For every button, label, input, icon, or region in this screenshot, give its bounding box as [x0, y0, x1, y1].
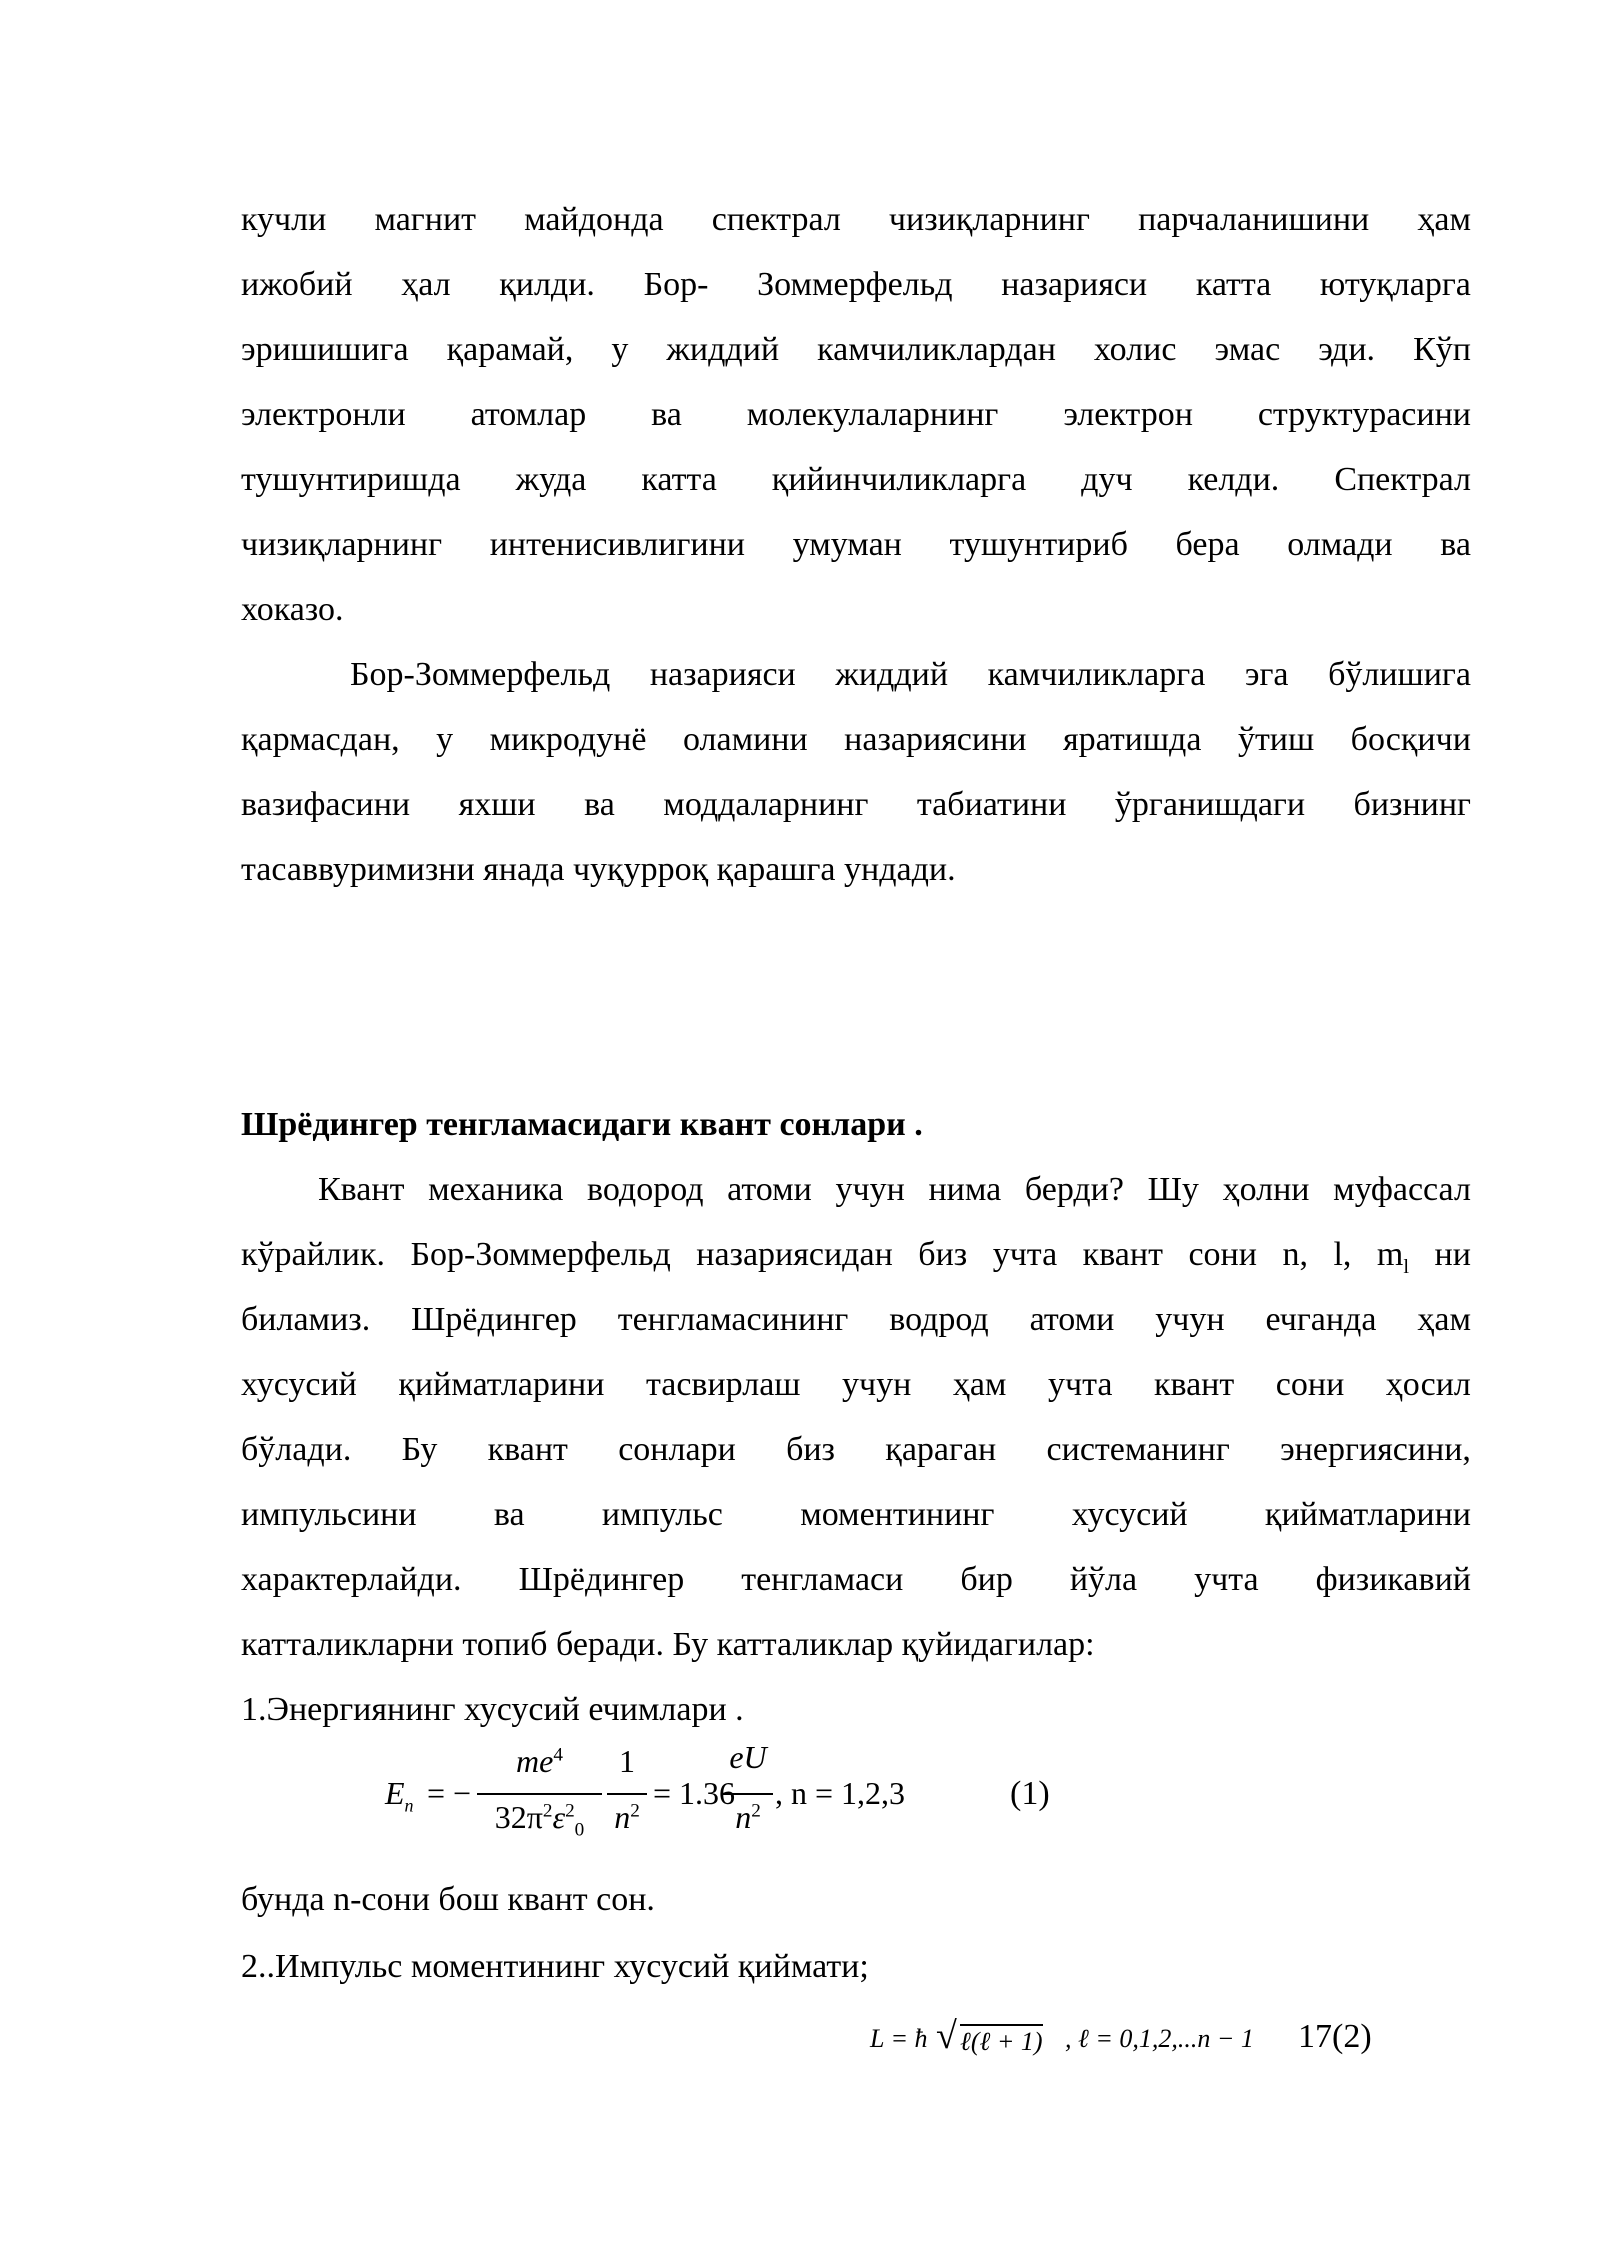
word: учун — [835, 1171, 905, 1208]
word: ўрганишдаги — [1114, 786, 1306, 823]
word: тушунтиришда — [241, 461, 461, 498]
word: тенгламасининг — [617, 1301, 849, 1338]
word: чизиқларнинг — [888, 201, 1090, 238]
word: ечганда — [1265, 1301, 1377, 1338]
word: атоми — [1029, 1301, 1115, 1338]
formula2-tail: , ℓ = 0,1,2,...n − 1 — [1065, 2024, 1254, 2053]
word: ва — [493, 1496, 525, 1533]
word: импульс — [601, 1496, 723, 1533]
p1-line-3 — [241, 330, 1471, 370]
formula-1 — [385, 1739, 1085, 1855]
word: электрон — [1063, 396, 1193, 433]
word: эмас — [1214, 331, 1281, 368]
word: бир — [960, 1561, 1013, 1598]
p2-line-2 — [241, 720, 1471, 760]
p3-line-5 — [241, 1430, 1471, 1470]
word: жиддий — [666, 331, 780, 368]
word: босқичи — [1350, 721, 1471, 758]
word: системанинг — [1046, 1431, 1230, 1468]
formula1-frac1-den: $32\pi^2\varepsilon^2_0$ — [494, 1799, 585, 1841]
word: назариясидан — [696, 1236, 893, 1273]
p1-line-4 — [241, 395, 1471, 435]
word: атоми — [727, 1171, 812, 1208]
p3-line-7 — [241, 1560, 1471, 1600]
word: Шрёдингер — [518, 1561, 685, 1598]
word: электронли — [241, 396, 406, 433]
word: хусусий — [241, 1366, 357, 1403]
word: қийматларини — [398, 1366, 605, 1403]
word: кўрайлик. — [241, 1236, 385, 1273]
word: қармасдан, — [241, 721, 400, 758]
formula1-lhs: $E_n$ — [385, 1775, 414, 1816]
word: биз — [918, 1236, 968, 1273]
word: жуда — [515, 461, 587, 498]
word: l, — [1333, 1236, 1352, 1273]
p1-line-7: хоказо. — [241, 591, 344, 628]
p2-line-4: тасаввуримизни янада чуқурроқ қарашга ундади. — [241, 851, 956, 888]
formula1-frac2-num: 1 — [619, 1743, 635, 1779]
formula1-frac2-bar — [607, 1793, 647, 1795]
word: бўлади. — [241, 1431, 352, 1468]
formula1-frac3-bar — [723, 1793, 773, 1795]
word: камчиликлардан — [817, 331, 1056, 368]
word: назарияси — [649, 656, 796, 693]
word: катта — [1195, 266, 1272, 303]
p1-line-2 — [241, 265, 1471, 305]
formula2-number: (2) — [1332, 2018, 1372, 2055]
word: оламини — [682, 721, 808, 758]
word: ва — [651, 396, 682, 433]
word: ҳолни — [1222, 1171, 1310, 1208]
formula1-frac3-den: $n^2$ — [735, 1799, 761, 1835]
word: водрод — [889, 1301, 989, 1338]
word: ютуқларга — [1319, 266, 1471, 303]
word: Шу — [1147, 1171, 1199, 1208]
word: сони — [1275, 1366, 1345, 1403]
word: йўла — [1069, 1561, 1138, 1598]
word: квант — [1153, 1366, 1235, 1403]
word: учта — [1047, 1366, 1113, 1403]
word: Шрёдингер — [411, 1301, 577, 1338]
formula1-frac1-bar — [477, 1793, 602, 1795]
page-number: 17 — [1298, 2018, 1332, 2055]
word: қилди. — [499, 266, 595, 303]
word: вазифасини — [241, 786, 411, 823]
word: ҳам — [952, 1366, 1007, 1403]
word: Бор-Зоммерфельд — [410, 1236, 671, 1273]
word: структурасини — [1257, 396, 1471, 433]
word: эга — [1244, 656, 1289, 693]
word: учта — [992, 1236, 1058, 1273]
word: Спектрал — [1334, 461, 1471, 498]
word: характерлайди. — [241, 1561, 462, 1598]
word: эришишига — [241, 331, 409, 368]
word: ҳам — [1417, 1301, 1471, 1338]
word: холис — [1093, 331, 1177, 368]
p3-line-4 — [241, 1365, 1471, 1405]
word: Кўп — [1413, 331, 1471, 368]
word: Квант — [318, 1171, 405, 1208]
item-1-note: бунда n-сони бош квант сон. — [241, 1881, 655, 1918]
word: камчиликларга — [987, 656, 1206, 693]
subscript: l — [1403, 1255, 1410, 1278]
word: моментининг — [800, 1496, 995, 1533]
word: қийинчиликларга — [771, 461, 1027, 498]
word: импульсини — [241, 1496, 417, 1533]
word: спектрал — [711, 201, 841, 238]
word: тушунтириб — [949, 526, 1128, 563]
formula1-mid: = 1.36 — [653, 1775, 736, 1811]
word: квант — [1082, 1236, 1163, 1273]
word: умуман — [792, 526, 902, 563]
word: Бу — [401, 1431, 438, 1468]
word: учун — [1155, 1301, 1225, 1338]
word: яратишда — [1062, 721, 1202, 758]
formula1-equals: = − — [427, 1775, 472, 1811]
word: биламиз. — [241, 1301, 371, 1338]
item-1-title: 1.Энергиянинг хусусий ечимлари . — [241, 1691, 744, 1728]
word: хусусий — [1071, 1496, 1188, 1533]
word: биз — [786, 1431, 835, 1468]
word: эди. — [1318, 331, 1376, 368]
word: чизиқларнинг — [241, 526, 443, 563]
p3-line-3 — [241, 1300, 1471, 1340]
sqrt-icon: √ — [936, 2015, 957, 2057]
word: қараган — [885, 1431, 997, 1468]
word: тенгламаси — [741, 1561, 904, 1598]
formula1-frac1-num: $me^4$ — [516, 1743, 563, 1779]
word: учта — [1194, 1561, 1259, 1598]
p3-line-2 — [241, 1235, 1471, 1287]
word: Бор-Зоммерфельд — [350, 656, 611, 693]
word: майдонда — [524, 201, 664, 238]
word: атомлар — [470, 396, 587, 433]
word: бизнинг — [1353, 786, 1471, 823]
p3-line-8: катталикларни топиб беради. Бу катталиклар қуйидагилар: — [241, 1626, 1095, 1663]
word: катта — [641, 461, 717, 498]
word: у — [611, 331, 629, 368]
word: ўтиш — [1237, 721, 1315, 758]
formula2-lhs: L = ħ — [870, 2024, 928, 2053]
word: учун — [842, 1366, 912, 1403]
p1-line-5 — [241, 460, 1471, 500]
p1-line-6 — [241, 525, 1471, 565]
formula-2 — [870, 2010, 1390, 2070]
word: моддаларнинг — [663, 786, 869, 823]
word: квант — [487, 1431, 568, 1468]
word: дуч — [1081, 461, 1133, 498]
word: бера — [1175, 526, 1240, 563]
word: берди? — [1024, 1171, 1124, 1208]
word: яхши — [458, 786, 536, 823]
word: қийматларини — [1264, 1496, 1471, 1533]
formula2-radicand: ℓ(ℓ + 1) — [960, 2024, 1043, 2057]
p2-line-1 — [350, 655, 1471, 695]
word: парчаланишини — [1138, 201, 1370, 238]
p2-line-3 — [241, 785, 1471, 825]
word: n, — [1282, 1236, 1308, 1273]
word: олмади — [1287, 526, 1393, 563]
word: сони — [1188, 1236, 1257, 1273]
formula1-number: (1) — [1010, 1775, 1050, 1812]
word: физикавий — [1315, 1561, 1471, 1598]
item-2-title: 2..Импульс моментининг хусусий қиймати; — [241, 1948, 869, 1985]
word: назариясини — [844, 721, 1027, 758]
word: ни — [1434, 1236, 1471, 1273]
formula1-tail: , n = 1,2,3 — [775, 1775, 906, 1811]
word: ҳам — [1417, 201, 1471, 238]
word: нима — [928, 1171, 1002, 1208]
formula1-frac3-num: eU — [729, 1739, 767, 1775]
word: магнит — [374, 201, 477, 238]
p1-line-1 — [241, 200, 1471, 240]
section-heading: Шрёдингер тенгламасидаги квант сонлари . — [241, 1106, 923, 1143]
p3-line-6 — [241, 1495, 1471, 1535]
word: Бор- — [643, 266, 709, 303]
word: келди. — [1187, 461, 1280, 498]
word: микродунё — [489, 721, 647, 758]
word: Зоммерфельд — [757, 266, 953, 303]
word: водород — [587, 1171, 704, 1208]
word: ҳосил — [1385, 1366, 1471, 1403]
word: ва — [584, 786, 615, 823]
word: кучли — [241, 201, 327, 238]
word: сонлари — [618, 1431, 736, 1468]
word: ва — [1440, 526, 1471, 563]
word: механика — [428, 1171, 564, 1208]
word: энергиясини, — [1280, 1431, 1471, 1468]
word: табиатини — [916, 786, 1067, 823]
word: интенисивлигини — [489, 526, 746, 563]
word: у — [436, 721, 454, 758]
word: молекулаларнинг — [746, 396, 999, 433]
formula1-frac2-den: $n^2$ — [614, 1799, 640, 1835]
word: қарамай, — [446, 331, 574, 368]
p3-line-1 — [318, 1170, 1471, 1210]
word: тасвирлаш — [645, 1366, 801, 1403]
word: назарияси — [1001, 266, 1148, 303]
word: $m_l$ — [1376, 1236, 1410, 1278]
word: жиддий — [835, 656, 949, 693]
word: ижобий — [241, 266, 353, 303]
word: ҳал — [401, 266, 451, 303]
word: бўлишига — [1328, 656, 1471, 693]
word: муфассал — [1333, 1171, 1471, 1208]
